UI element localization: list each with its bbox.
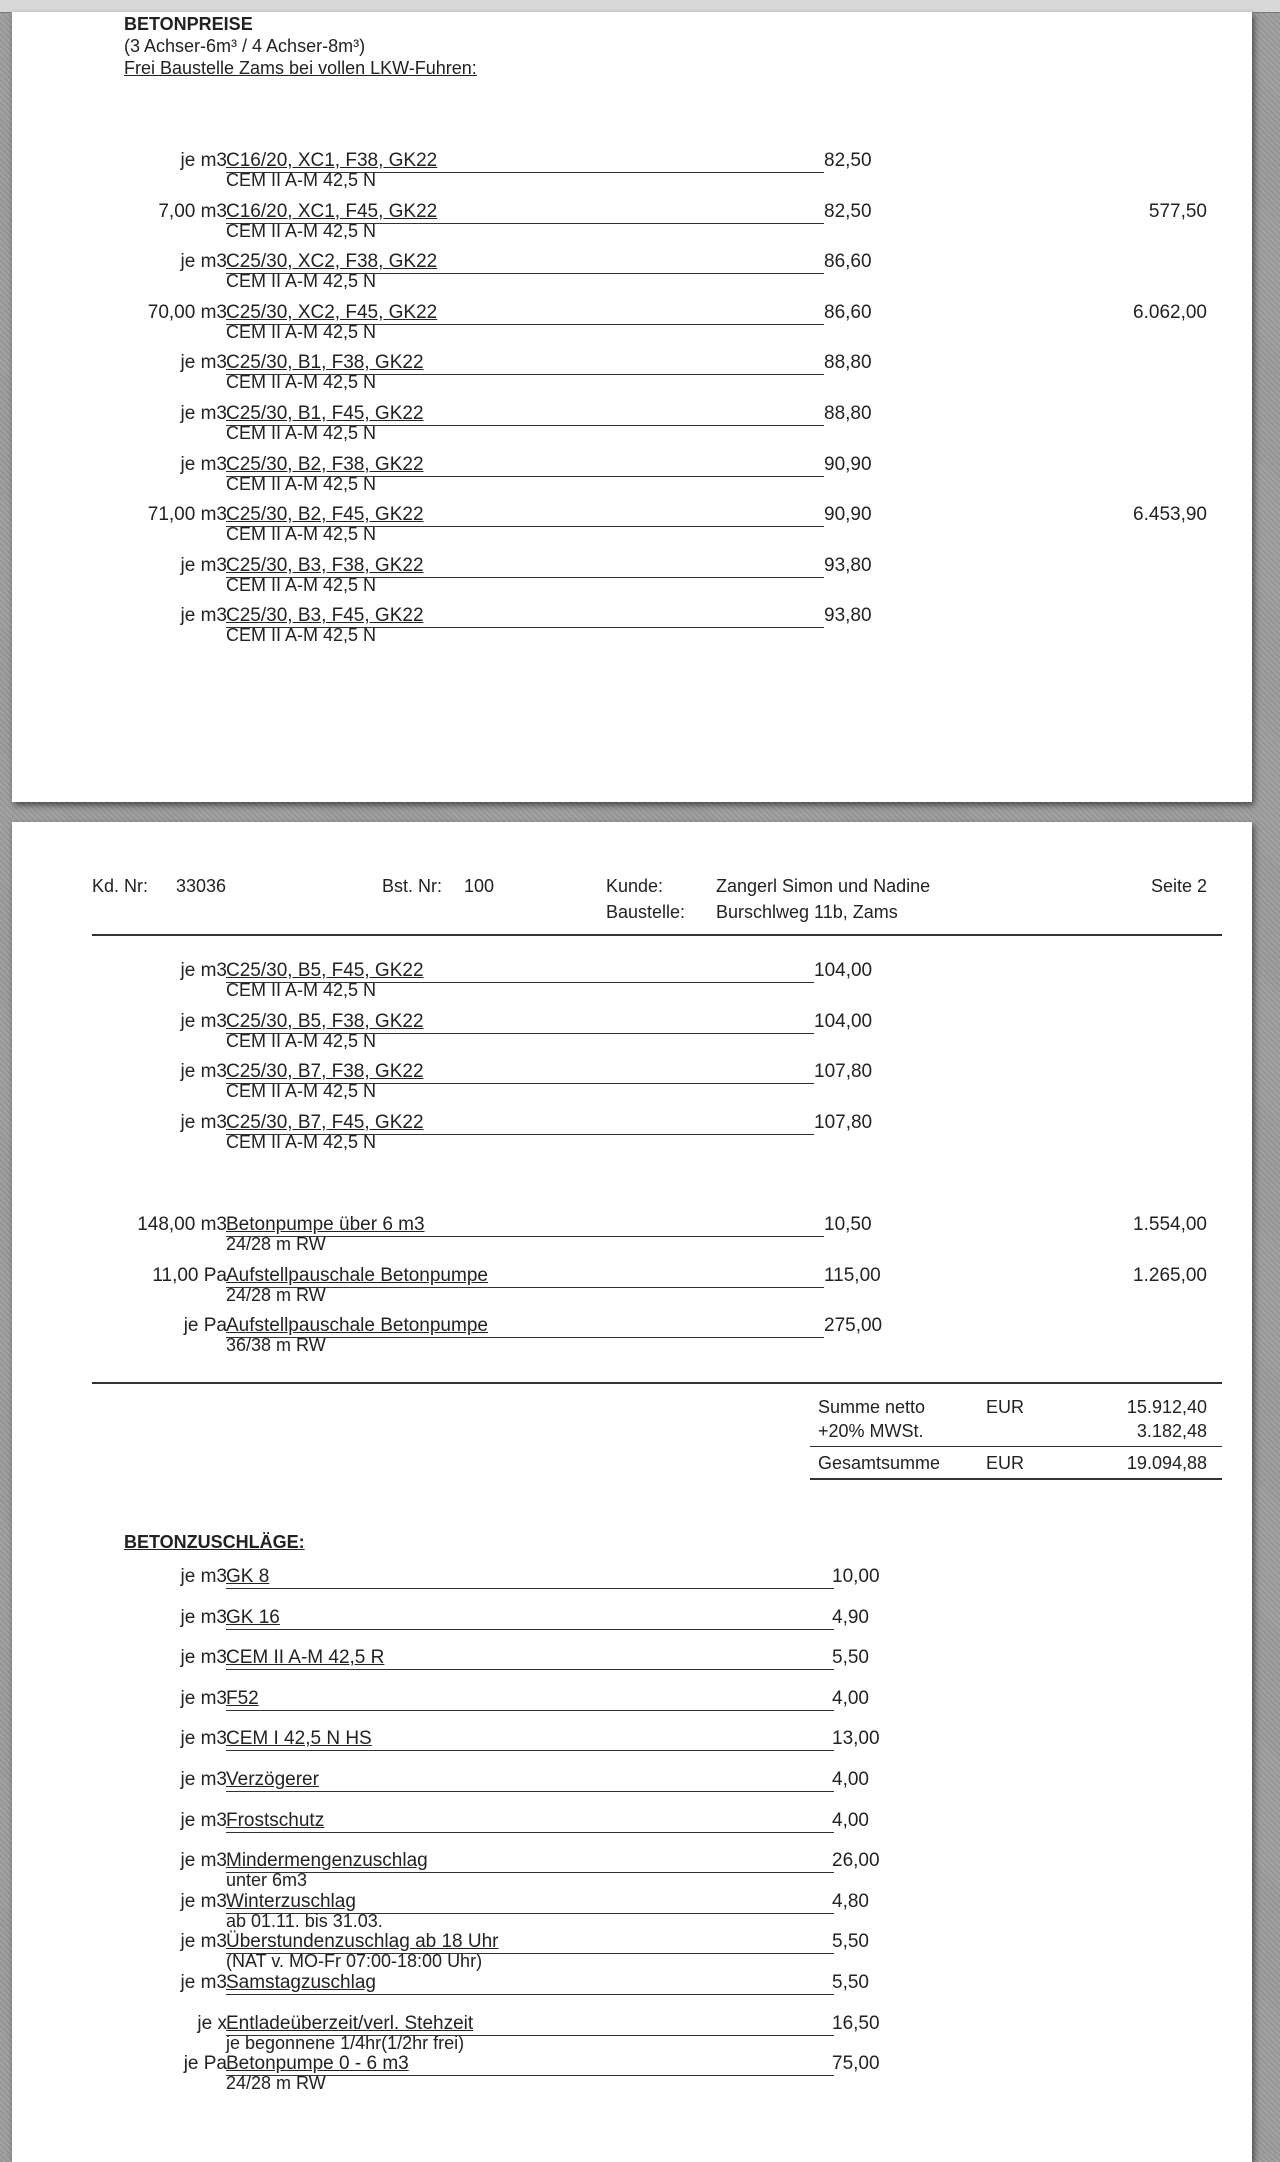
item-underline [226,1832,834,1833]
item-unit-price: 93,80 [824,554,872,576]
item-unit-price: 16,50 [832,2012,880,2034]
item-description: C25/30, B2, F38, GK22 [226,453,424,475]
item-unit-price: 4,00 [832,1687,869,1709]
item-description: C25/30, B5, F45, GK22 [226,960,424,981]
item-total: 6.062,00 [1133,301,1207,323]
item-subtext: CEM II A-M 42,5 N [226,980,377,1000]
item-subtext: 36/38 m RW [226,1335,326,1356]
item-description: CEM I 42,5 N HS [226,1728,372,1750]
item-description: Überstundenzuschlag ab 18 Uhr [226,1931,499,1953]
item-subtext: 24/28 m RW [226,1284,326,1305]
net-sum-label: Summe netto [818,1397,926,1417]
item-unit-price: 86,60 [824,301,872,323]
line-item [12,403,1252,453]
item-unit-price: 5,50 [832,1931,869,1953]
line-item [12,302,1252,352]
item-unit-price: 90,90 [824,453,872,475]
surcharges-heading: BETONZUSCHLÄGE: [124,1532,305,1552]
line-item [12,454,1252,504]
customer-label: Kunde: [606,876,664,896]
item-unit-price: 75,00 [832,2053,880,2075]
item-description: Betonpumpe 0 - 6 m3 [226,2053,409,2075]
item-unit-price: 4,00 [832,1769,869,1790]
item-subtext: CEM II A-M 42,5 N [226,220,377,241]
item-unit-price: 86,60 [824,251,872,273]
item-description: Frostschutz [226,1809,325,1831]
item-description: C16/20, XC1, F45, GK22 [226,200,438,222]
item-unit-price: 107,80 [814,1061,873,1083]
item-unit-price: 115,00 [824,1264,881,1286]
item-description: Entladeüberzeit/verl. Stehzeit [226,2012,474,2034]
item-underline [226,1710,834,1711]
item-quantity: je Pa [183,2053,227,2075]
line-item [12,201,1252,251]
vat-value: 3.182,48 [1136,1421,1207,1441]
item-description: GK 8 [226,1566,270,1587]
item-underline [226,1669,834,1670]
item-unit-price: 26,00 [832,1850,880,1872]
header-divider [92,934,1222,936]
item-description: C25/30, B2, F45, GK22 [226,504,424,526]
item-subtext: CEM II A-M 42,5 N [226,473,377,494]
item-quantity: je m3 [180,1809,227,1831]
line-item [12,960,1252,1010]
site-address: Burschlweg 11b, Zams [716,902,898,922]
item-quantity: je m3 [180,1010,227,1032]
line-item [12,2053,1252,2103]
item-underline [226,1588,834,1589]
item-subtext: CEM II A-M 42,5 N [226,170,377,190]
item-quantity: 70,00 m3 [147,301,227,323]
item-unit-price: 275,00 [824,1315,883,1337]
item-quantity: 71,00 m3 [147,504,227,526]
item-unit-price: 5,50 [832,1972,869,1993]
net-sum-currency: EUR [986,1397,1025,1417]
item-subtext: CEM II A-M 42,5 N [226,271,377,292]
item-unit-price: 4,90 [832,1606,869,1628]
item-unit-price: 82,50 [824,200,872,222]
item-quantity: je m3 [180,1931,227,1953]
item-quantity: je m3 [180,150,227,171]
item-subtext: ab 01.11. bis 31.03. [226,1910,383,1931]
line-item [12,251,1252,301]
page-number: Seite 2 [1150,876,1207,896]
item-description: F52 [226,1687,259,1709]
delivery-note: Frei Baustelle Zams bei vollen LKW-Fuhren: [124,58,477,78]
line-item [12,555,1252,605]
item-quantity: je Pa [183,1315,227,1337]
item-quantity: je m3 [180,1647,227,1669]
item-quantity: je m3 [180,1850,227,1872]
item-unit-price: 88,80 [824,403,872,424]
item-description: C25/30, B1, F45, GK22 [226,403,424,424]
line-item [12,1112,1252,1162]
item-subtext: 24/28 m RW [226,2073,326,2094]
line-item [12,605,1252,655]
item-underline [226,1629,834,1630]
item-quantity: 11,00 Pa [152,1264,227,1286]
line-item [12,1214,1252,1264]
item-description: Aufstellpauschale Betonpumpe [226,1264,488,1286]
line-item [12,1315,1252,1365]
line-item [12,150,1252,200]
grand-total-currency: EUR [986,1453,1025,1473]
item-unit-price: 13,00 [832,1728,880,1750]
item-quantity: je m3 [180,605,227,627]
total-divider-bottom [810,1478,1222,1480]
net-sum-value: 15.912,40 [1126,1397,1207,1417]
item-description: C25/30, B5, F38, GK22 [226,1010,424,1032]
item-quantity: je m3 [180,1769,227,1790]
item-subtext: CEM II A-M 42,5 N [226,1131,377,1152]
item-quantity: je m3 [180,1972,227,1993]
site-label: Baustelle: [606,902,686,922]
item-subtext: CEM II A-M 42,5 N [226,423,377,443]
item-unit-price: 5,50 [832,1647,869,1669]
order-number-label: Bst. Nr: [382,876,443,896]
item-unit-price: 10,00 [832,1566,880,1587]
item-underline [226,1750,834,1751]
document-page-1 [12,12,1252,802]
item-description: C25/30, B7, F38, GK22 [226,1061,424,1083]
grand-total-label: Gesamtsumme [818,1453,941,1473]
item-quantity: je m3 [180,1890,227,1912]
line-item [12,1265,1252,1315]
customer-name: Zangerl Simon und Nadine [716,876,931,896]
item-subtext: CEM II A-M 42,5 N [226,625,377,646]
item-description: GK 16 [226,1606,280,1628]
item-quantity: je m3 [180,1728,227,1750]
grand-total-value: 19.094,88 [1126,1453,1207,1473]
item-description: Aufstellpauschale Betonpumpe [226,1315,488,1337]
item-description: C25/30, B7, F45, GK22 [226,1111,424,1133]
item-quantity: je m3 [180,1606,227,1628]
item-unit-price: 107,80 [814,1111,873,1133]
item-description: Samstagzuschlag [226,1972,376,1993]
item-quantity: 148,00 m3 [137,1214,227,1235]
item-description: C25/30, XC2, F38, GK22 [226,251,438,273]
item-description: Mindermengenzuschlag [226,1850,428,1872]
item-description: C25/30, B1, F38, GK22 [226,352,424,374]
truck-note: (3 Achser-6m³ / 4 Achser-8m³) [124,36,366,56]
item-underline [226,1994,834,1995]
item-underline [226,1791,834,1792]
order-number: 100 [464,876,495,896]
document-page-2 [12,822,1252,2162]
customer-number-label: Kd. Nr: [92,876,149,896]
line-item [12,504,1252,554]
item-subtext: 24/28 m RW [226,1234,326,1254]
item-unit-price: 10,50 [824,1214,872,1235]
item-quantity: je m3 [180,453,227,475]
item-quantity: je m3 [180,403,227,424]
item-unit-price: 82,50 [824,150,872,171]
item-unit-price: 4,80 [832,1890,869,1912]
item-subtext: CEM II A-M 42,5 N [226,372,377,393]
item-total: 577,50 [1148,200,1207,222]
item-quantity: je m3 [180,251,227,273]
item-subtext: je begonnene 1/4hr(1/2hr frei) [226,2032,465,2053]
item-quantity: je m3 [180,1111,227,1133]
item-subtext: CEM II A-M 42,5 N [226,524,377,545]
item-description: C25/30, B3, F45, GK22 [226,605,424,627]
line-item [12,1011,1252,1061]
item-description: C16/20, XC1, F38, GK22 [226,150,438,171]
line-item [12,1061,1252,1111]
item-quantity: je m3 [180,1061,227,1083]
customer-number: 33036 [176,876,227,896]
item-subtext: CEM II A-M 42,5 N [226,1081,377,1102]
item-total: 6.453,90 [1133,504,1207,526]
item-unit-price: 88,80 [824,352,872,374]
item-total: 1.265,00 [1133,1264,1207,1286]
item-underline [226,1872,834,1873]
item-subtext: CEM II A-M 42,5 N [226,574,377,595]
section-heading: BETONPREISE [124,14,253,34]
item-description: C25/30, B3, F38, GK22 [226,554,424,576]
item-quantity: je x [197,2012,227,2034]
item-description: Winterzuschlag [226,1890,356,1912]
vat-label: +20% MWSt. [818,1421,924,1441]
item-description: Betonpumpe über 6 m3 [226,1214,425,1235]
item-description: Verzögerer [226,1769,319,1790]
item-quantity: je m3 [180,1687,227,1709]
summary-divider [92,1382,1222,1384]
item-description: CEM II A-M 42,5 R [226,1647,385,1669]
item-subtext: CEM II A-M 42,5 N [226,321,377,342]
item-quantity: je m3 [180,352,227,374]
item-quantity: je m3 [180,960,227,981]
item-unit-price: 104,00 [814,960,873,981]
item-unit-price: 4,00 [832,1809,869,1831]
item-quantity: je m3 [180,1566,227,1587]
item-unit-price: 90,90 [824,504,872,526]
item-subtext: (NAT v. MO-Fr 07:00-18:00 Uhr) [226,1951,483,1972]
item-subtext: unter 6m3 [226,1870,308,1891]
item-unit-price: 104,00 [814,1010,873,1032]
item-quantity: 7,00 m3 [158,200,227,222]
item-unit-price: 93,80 [824,605,872,627]
total-divider-top [810,1446,1222,1447]
item-subtext: CEM II A-M 42,5 N [226,1030,377,1051]
item-quantity: je m3 [180,554,227,576]
item-description: C25/30, XC2, F45, GK22 [226,301,438,323]
line-item [12,352,1252,402]
item-total: 1.554,00 [1133,1214,1207,1235]
